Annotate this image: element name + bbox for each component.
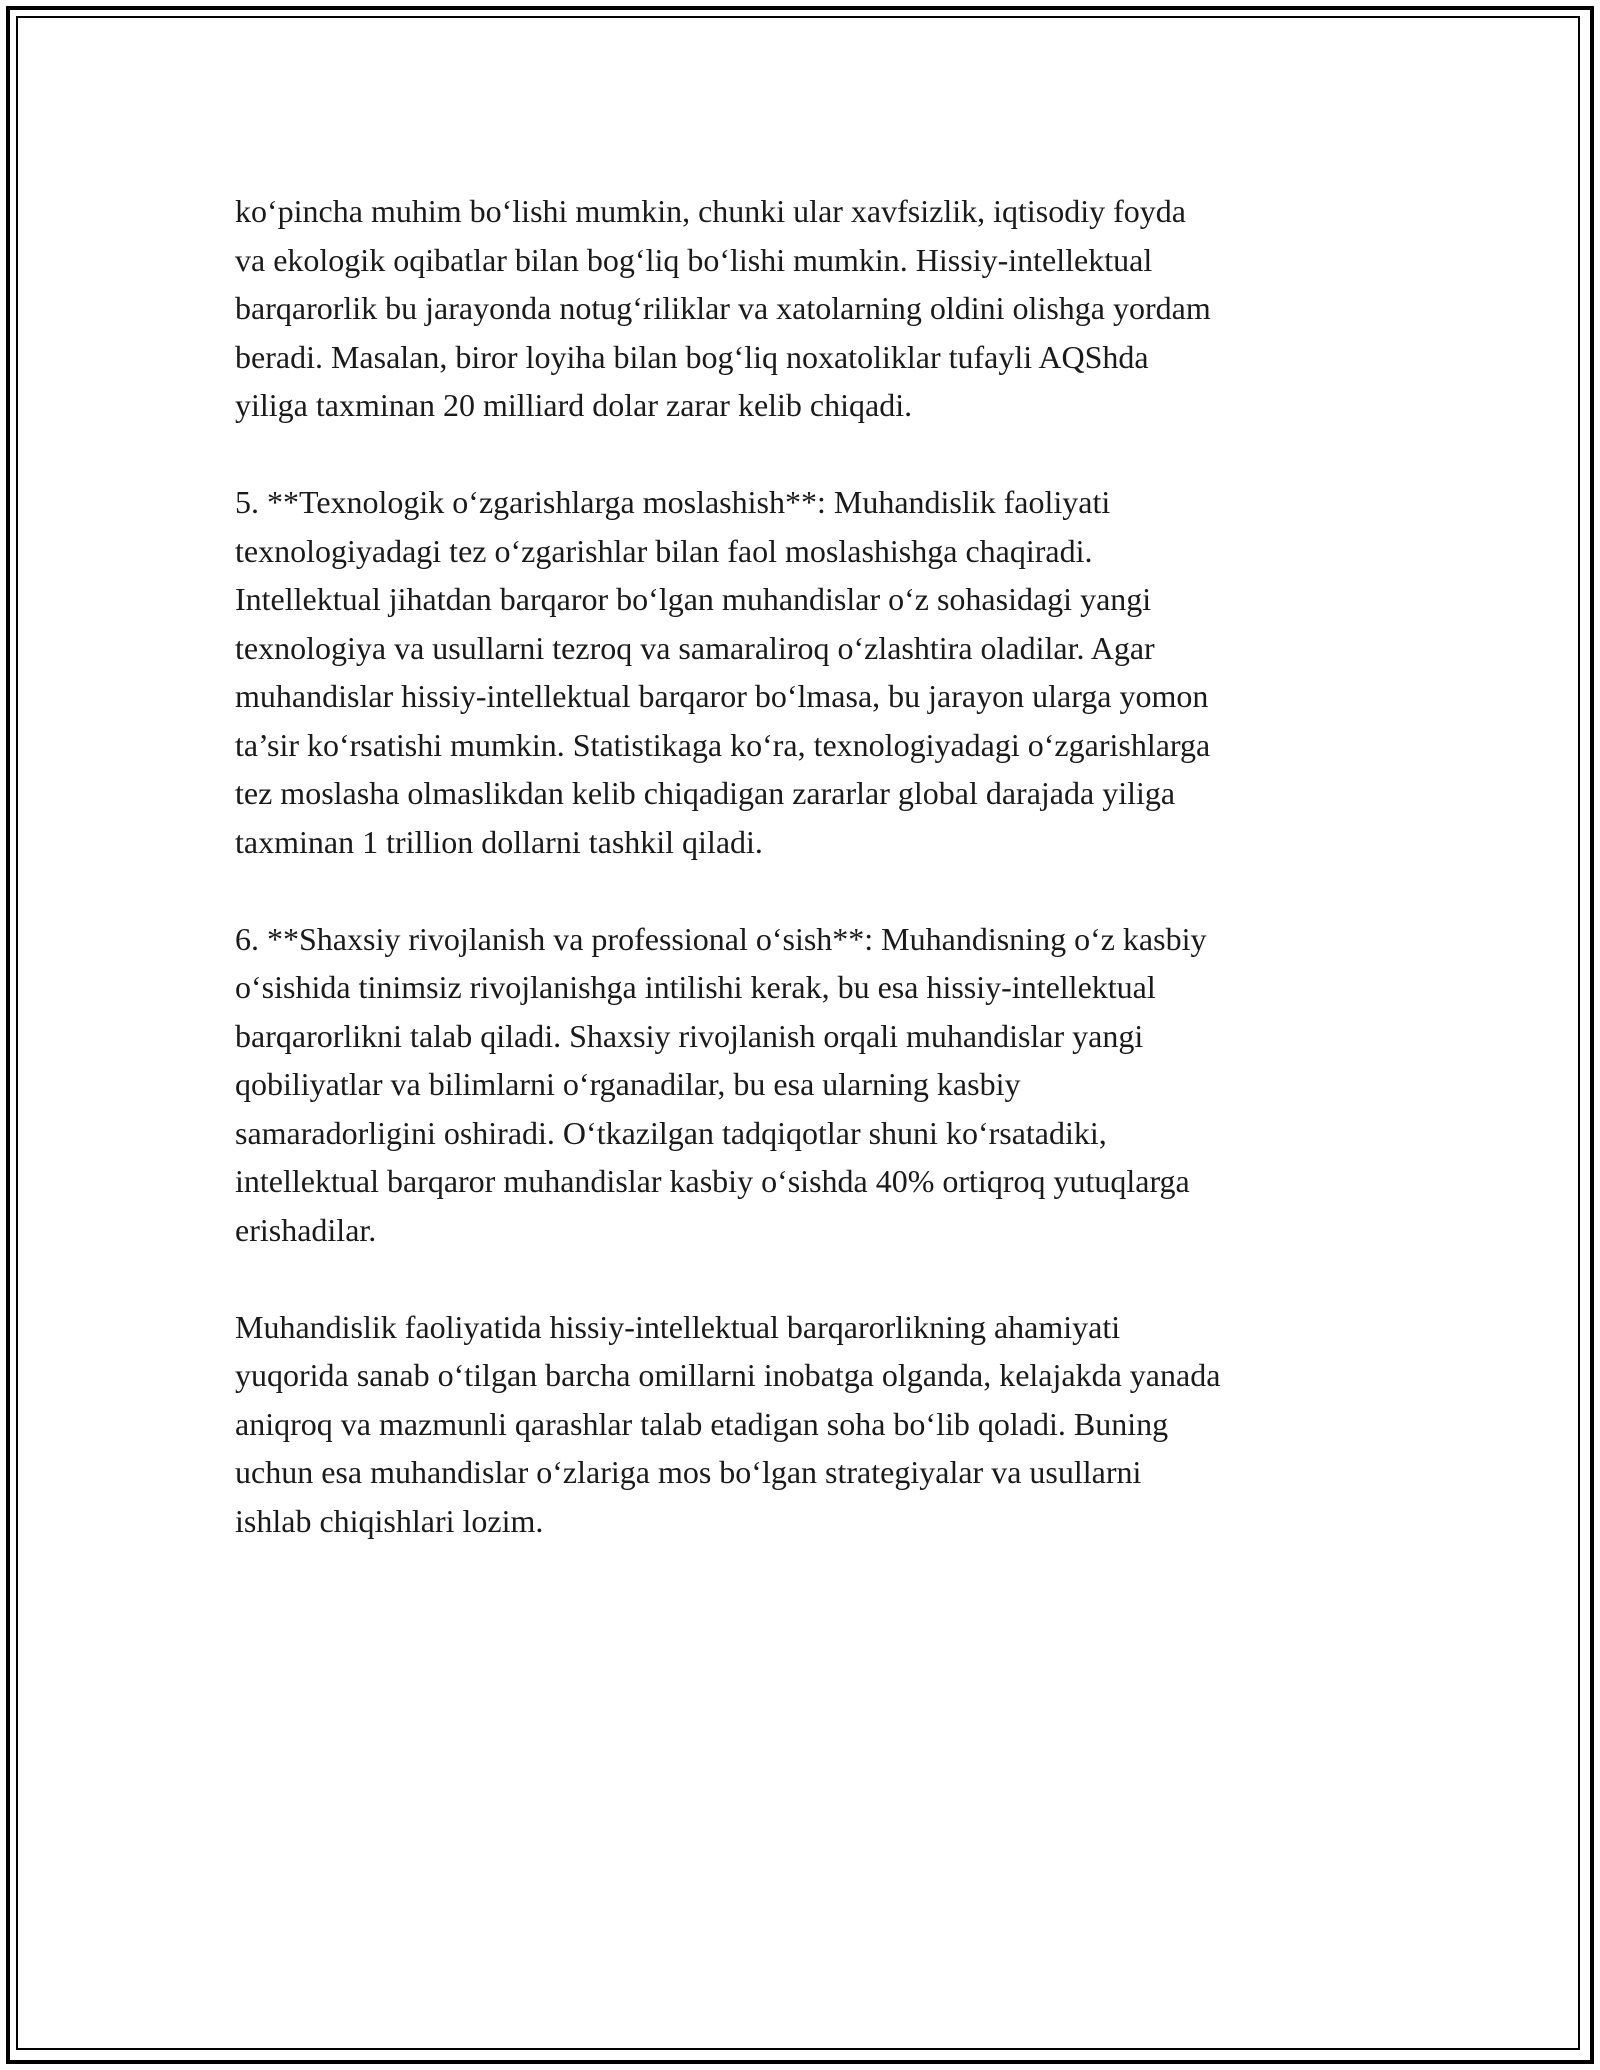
text-line: 6. **Shaxsiy rivojlanish va professional o‘sish**: Muhandisning o‘z kasbiy xyxy=(235,920,1207,957)
text-line: yiliga taxminan 20 milliard dolar zarar kelib chiqadi. xyxy=(235,387,913,423)
text-line: Muhandislik faoliyatida hissiy-intellektual barqarorlikning ahamiyati xyxy=(235,1308,1121,1345)
paragraph-item-6 xyxy=(235,915,1395,1255)
text-line: qobiliyatlar va bilimlarni o‘rganadilar, bu esa ularning kasbiy xyxy=(235,1066,1021,1102)
text-line: muhandislar hissiy-intellektual barqaror bo‘lmasa, bu jarayon ularga yomon xyxy=(235,678,1209,714)
document-body xyxy=(235,187,1395,1594)
text-line: erishadilar. xyxy=(235,1211,377,1248)
text-line: ko‘pincha muhim bo‘lishi mumkin, chunki ular xavfsizlik, iqtisodiy foyda xyxy=(235,193,1186,229)
text-line: aniqroq va mazmunli qarashlar talab etadigan soha bo‘lib qoladi. Buning xyxy=(235,1405,1169,1442)
text-line: texnologiya va usullarni tezroq va samaraliroq o‘zlashtira oladilar. Agar xyxy=(235,629,1155,666)
text-line: o‘sishida tinimsiz rivojlanishga intilishi kerak, bu esa hissiy-intellektual xyxy=(235,969,1156,1005)
paragraph-conclusion xyxy=(235,1303,1395,1546)
paragraph-intro-continuation xyxy=(235,187,1395,430)
text-line: yuqorida sanab o‘tilgan barcha omillarni inobatga olganda, kelajakda yanada xyxy=(235,1357,1221,1393)
paragraph-item-5 xyxy=(235,478,1395,866)
text-line: barqarorlik bu jarayonda notug‘riliklar va xatolarning oldini olishga yordam xyxy=(235,290,1211,326)
text-line: tez moslasha olmaslikdan kelib chiqadigan zararlar global darajada yiliga xyxy=(235,775,1176,811)
text-line: taxminan 1 trillion dollarni tashkil qiladi. xyxy=(235,823,763,860)
text-line: beradi. Masalan, biror loyiha bilan bog‘liq noxatoliklar tufayli AQShda xyxy=(235,338,1149,375)
text-line: 5. **Texnologik o‘zgarishlarga moslashish**: Muhandislik faoliyati xyxy=(235,484,1111,520)
text-line: samaradorligini oshiradi. O‘tkazilgan tadqiqotlar shuni ko‘rsatadiki, xyxy=(235,1114,1107,1151)
text-line: Intellektual jihatdan barqaror bo‘lgan muhandislar o‘z sohasidagi yangi xyxy=(235,581,1152,617)
text-line: va ekologik oqibatlar bilan bog‘liq bo‘lishi mumkin. Hissiy-intellektual xyxy=(235,241,1153,278)
text-line: ishlab chiqishlari lozim. xyxy=(235,1502,544,1539)
text-line: barqarorlikni talab qiladi. Shaxsiy rivojlanish orqali muhandislar yangi xyxy=(235,1017,1144,1054)
text-line: ta’sir ko‘rsatishi mumkin. Statistikaga ko‘ra, texnologiyadagi o‘zgarishlarga xyxy=(235,726,1211,763)
text-line: uchun esa muhandislar o‘zlariga mos bo‘lgan strategiyalar va usullarni xyxy=(235,1454,1142,1490)
text-line: intellektual barqaror muhandislar kasbiy o‘sishda 40% ortiqroq yutuqlarga xyxy=(235,1163,1190,1199)
text-line: texnologiyadagi tez o‘zgarishlar bilan faol moslashishga chaqiradi. xyxy=(235,532,1093,569)
